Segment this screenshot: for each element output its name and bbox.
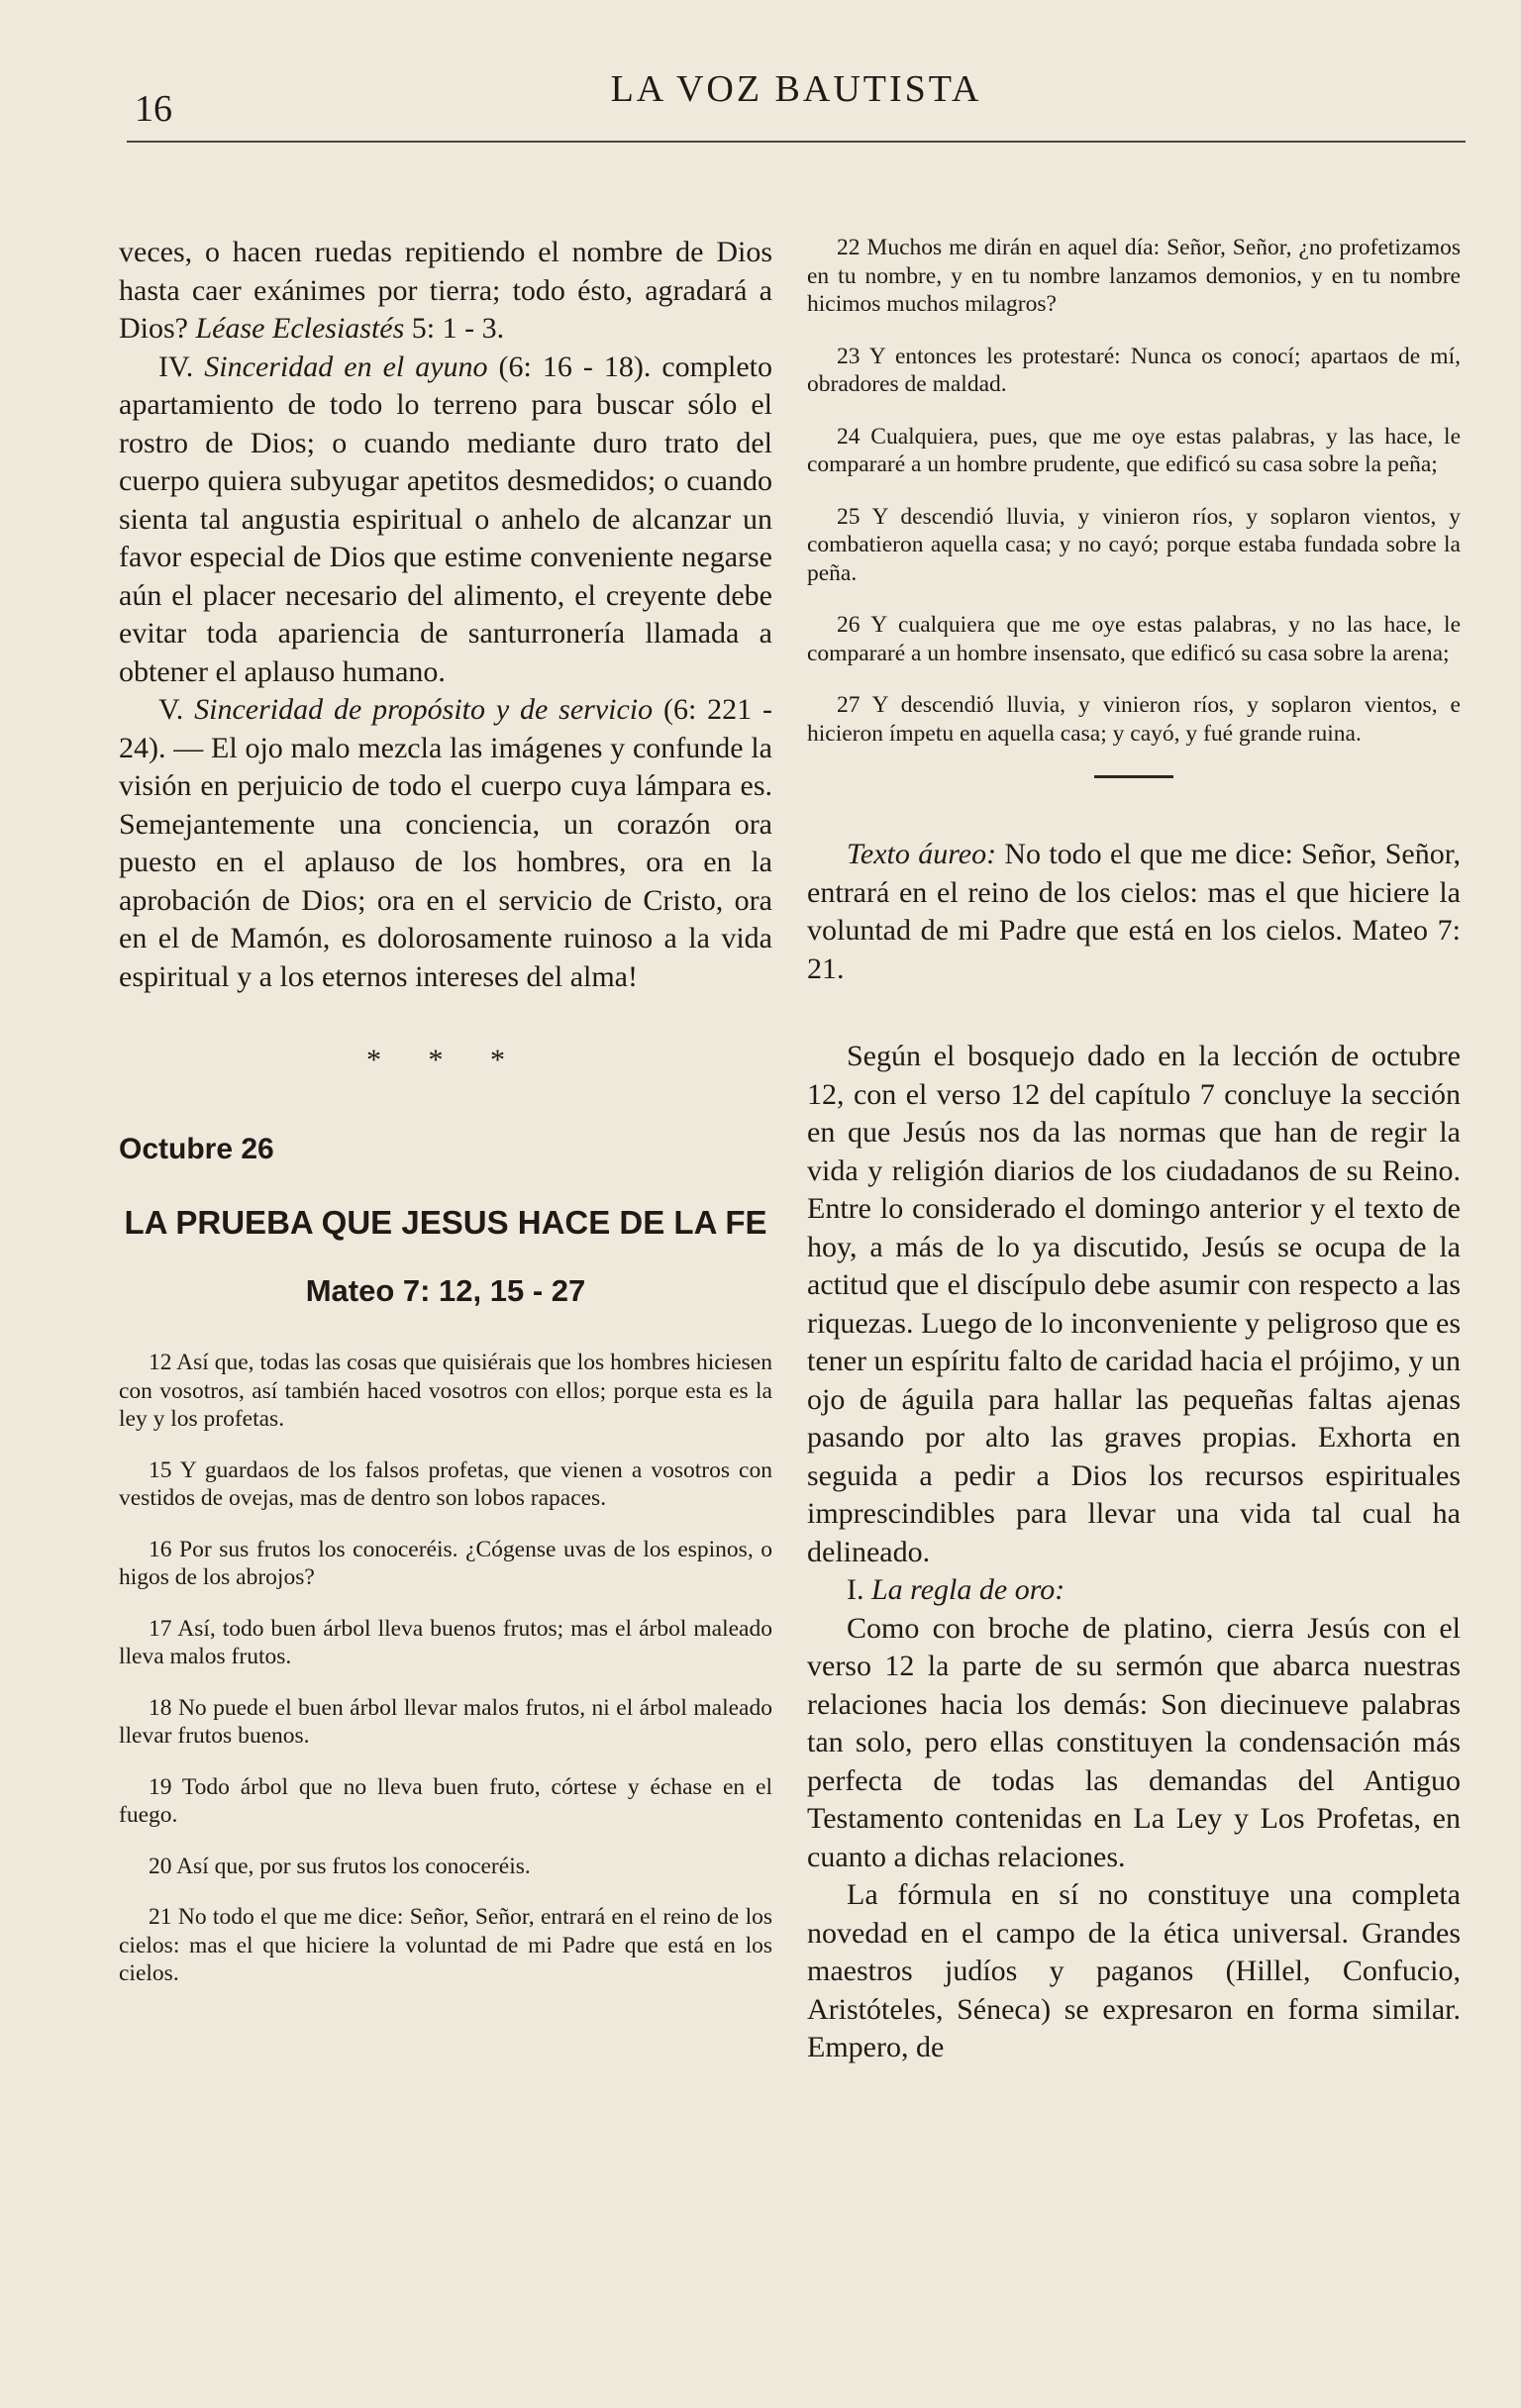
verse: 21 No todo el que me dice: Señor, Señor, entrará en el reino de los cielos: mas el que hiciere la voluntad de mi Padre que está en los cielos. (119, 1904, 772, 1986)
paragraph: La fórmula en sí no constituye una completa novedad en el campo de la ética universal. Grandes maestros judíos y paganos (Hillel, Confucio, Aristóteles, Séneca) se expresaron en forma similar. Empero, de (807, 1878, 1461, 2063)
verse-list-right (807, 234, 1461, 748)
section-heading: Sinceridad en el ayuno (204, 350, 488, 383)
paragraph: Según el bosquejo dado en la lección de octubre 12, con el verso 12 del capítulo 7 concluye la sección en que Jesús nos da las normas que han de regir la vida y religión diarios de los ciudadanos de su Reino. Entre lo considerado el domingo anterior y el texto de hoy, a más de lo ya discutido, Jesús se ocupa de la actitud que el discípulo debe asumir con respecto a las riquezas. Luego de lo inconveniente y peligroso que es tener un espíritu falto de caridad hacia el prójimo, y un ojo de águila para hallar las pequeñas faltas ajenas pasando por alto las graves propias. Exhorta en seguida a pedir a Dios los recursos espirituales imprescindibles para llevar una vida tal cual ha delineado. (807, 1040, 1461, 1568)
text: 5: 1 - 3. (404, 312, 505, 345)
right-column (807, 234, 1461, 2067)
verse: 26 Y cualquiera que me oye estas palabras, y no las hace, le compararé a un hombre insensato, que edificó su casa sobre la arena; (807, 612, 1461, 666)
lesson-title: LA PRUEBA QUE JESUS HACE DE LA FE (124, 1204, 767, 1241)
section-number: IV. (158, 350, 205, 383)
section-heading-golden-rule (807, 1571, 1461, 1610)
section-separator: * * * (366, 1044, 525, 1076)
verse: 27 Y descendió lluvia, y vinieron ríos, y soplaron vientos, e hicieron ímpetu en aquella casa; y cayó, y fué grande ruina. (807, 692, 1461, 747)
text: veces, o hacen ruedas repitiendo el nombre de Dios hasta caer exánimes por tierra; todo ésto, agradará a Dios? (119, 236, 772, 345)
text: (6: 16 - 18). completo apartamiento de todo lo terreno para buscar sólo el rostro de Dios; o cuando mediante duro trato del cuerpo quiera subyugar apetitos desmedidos; o cuando sienta tal angustia espiritual o anhelo de alcanzar un favor especial de Dios que estime conveniente negarse aún el placer necesario del alimento, el creyente debe evitar toda apariencia de santurronería llamada a obtener el aplauso humano. (119, 350, 772, 688)
verse: 22 Muchos me dirán en aquel día: Señor, Señor, ¿no profetizamos en tu nombre, y en tu nombre lanzamos demonios, y en tu nombre hicimos muchos milagros? (807, 235, 1461, 317)
verse: 17 Así, todo buen árbol lleva buenos frutos; mas el árbol maleado lleva malos frutos. (119, 1615, 772, 1669)
verse: 20 Así que, por sus frutos los conoceréis. (149, 1853, 531, 1879)
section-heading: La regla de oro: (871, 1573, 1065, 1606)
section-number: V. (158, 693, 195, 726)
verse: 18 No puede el buen árbol llevar malos frutos, ni el árbol maleado llevar frutos buenos. (119, 1694, 772, 1749)
verse: 12 Así que, todas las cosas que quisiérais que los hombres hiciesen con vosotros, así también haced vosotros con ellos; porque esta es la ley y los profetas. (119, 1350, 772, 1432)
verse-list-left (119, 1349, 772, 1988)
paragraph-section-iv (119, 349, 772, 692)
page-header (127, 61, 1466, 143)
scripture-reference: Mateo 7: 12, 15 - 27 (305, 1273, 586, 1308)
section-heading: Sinceridad de propósito y de servicio (194, 693, 654, 726)
text: (6: 221 - 24). — El ojo malo mezcla las imágenes y confunde la visión en perjuicio de todo el cuerpo cuya lámpara es. Semejantemente una conciencia, un corazón ora puesto en el aplauso de los hombres, ora en la aprobación de Dios; ora en el servicio de Cristo, ora en el de Mamón, es dolorosamente ruinoso a la vida espiritual y a los eternos intereses del alma! (119, 693, 772, 993)
text: No todo el que me dice: Señor, Señor, entrará en el reino de los cielos: mas el que hiciere la voluntad de mi Padre que está en los cielos. Mateo 7: 21. (807, 838, 1462, 985)
verse: 23 Y entonces les protestaré: Nunca os conocí; apartaos de mí, obradores de maldad. (807, 343, 1461, 397)
paragraph-section-v (119, 691, 772, 996)
divider-rule (1094, 775, 1173, 778)
section-number: I. (847, 1573, 871, 1606)
verse: 19 Todo árbol que no lleva buen fruto, córtese y échase en el fuego. (119, 1773, 772, 1828)
right-body (807, 1038, 1461, 2067)
verse: 25 Y descendió lluvia, y vinieron ríos, y soplaron vientos, y combatieron aquella casa; y no cayó; porque estaba fundada sobre la peña. (807, 503, 1461, 586)
left-column (119, 234, 772, 2011)
verse: 24 Cualquiera, pues, que me oye estas palabras, y las hace, le compararé a un hombre prudente, que edificó su casa sobre la peña; (807, 423, 1461, 477)
paragraph: Como con broche de platino, cierra Jesús con el verso 12 la parte de su sermón que abarca nuestras relaciones hacia los demás: Son diecinueve palabras tan solo, pero ellas constituyen la condensación más perfecta de todas las demandas del Antiguo Testamento contenidas en La Ley y Los Profetas, en cuanto a dichas relaciones. (807, 1611, 1461, 1873)
verse: 16 Por sus frutos los conoceréis. ¿Cógense uvas de los espinos, o higos de los abrojos? (119, 1536, 772, 1590)
golden-text (807, 836, 1461, 988)
golden-text-label: Texto áureo: (847, 838, 997, 870)
page-number: 16 (135, 88, 172, 130)
verse: 15 Y guardaos de los falsos profetas, que vienen a vosotros con vestidos de ovejas, mas de dentro son lobos rapaces. (119, 1456, 772, 1511)
paragraph-continuation (119, 234, 772, 349)
italic-reference: Léase Eclesiastés (195, 312, 405, 345)
lesson-date: Octubre 26 (119, 1133, 274, 1165)
running-title: LA VOZ BAUTISTA (610, 68, 982, 110)
left-body (119, 234, 772, 996)
